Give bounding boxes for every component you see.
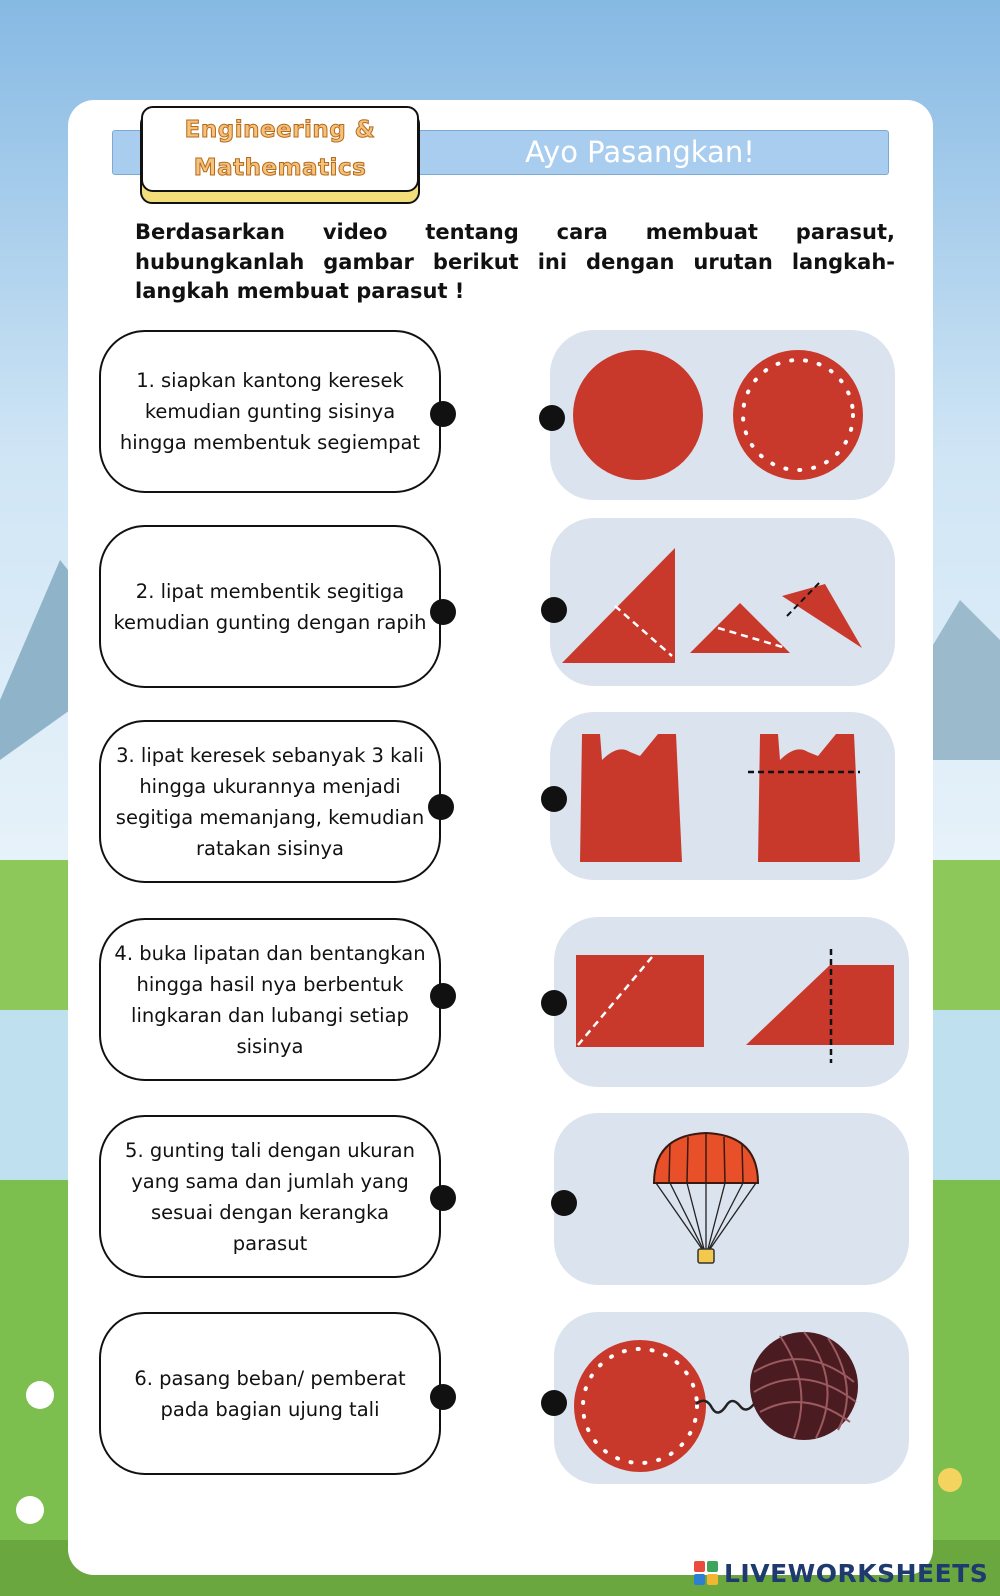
step-text-6: 6. pasang beban/ pemberat pada bagian ujung tali bbox=[134, 1366, 406, 1421]
square-fold-icon bbox=[554, 917, 909, 1087]
picture-panel-1 bbox=[550, 330, 895, 500]
step-box-2 bbox=[99, 525, 441, 688]
step-text-2: 2. lipat membentik segitiga kemudian gunting dengan rapih bbox=[113, 579, 427, 634]
step-box-6 bbox=[99, 1312, 441, 1475]
step-text-3: 3. lipat keresek sebanyak 3 kali hingga ukurannya menjadi segitiga memanjang, kemudian ratakan sisinya bbox=[115, 743, 425, 860]
liveworksheets-logo-icon bbox=[694, 1561, 718, 1585]
liveworksheets-watermark bbox=[694, 1556, 988, 1590]
picture-panel-5 bbox=[554, 1113, 909, 1285]
picture-1-connector-dot[interactable] bbox=[539, 405, 565, 431]
picture-4-connector-dot[interactable] bbox=[541, 990, 567, 1016]
step-box-5 bbox=[99, 1115, 441, 1278]
step-3-connector-dot[interactable] bbox=[428, 794, 454, 820]
step-2-connector-dot[interactable] bbox=[430, 599, 456, 625]
triangle-icon bbox=[550, 518, 895, 686]
badge-line-2: Mathematics bbox=[193, 155, 367, 181]
step-box-3 bbox=[99, 720, 441, 883]
parachute-icon bbox=[554, 1113, 909, 1285]
watermark-text: LIVEWORKSHEETS bbox=[724, 1558, 989, 1588]
step-text-5: 5. gunting tali dengan ukuran yang sama dan jumlah yang sesuai dengan kerangka parasut bbox=[125, 1138, 415, 1255]
step-1-connector-dot[interactable] bbox=[430, 401, 456, 427]
picture-panel-3 bbox=[550, 712, 895, 880]
step-6-connector-dot[interactable] bbox=[430, 1384, 456, 1410]
step-box-4 bbox=[99, 918, 441, 1081]
bag-icon bbox=[550, 712, 895, 880]
step-text-1: 1. siapkan kantong keresek kemudian gunting sisinya hingga membentuk segiempat bbox=[119, 369, 421, 454]
step-text-4: 4. buka lipatan dan bentangkan hingga hasil nya berbentuk lingkaran dan lubangi setiap sisinya bbox=[114, 941, 426, 1058]
picture-3-connector-dot[interactable] bbox=[541, 786, 567, 812]
picture-2-connector-dot[interactable] bbox=[541, 597, 567, 623]
step-5-connector-dot[interactable] bbox=[430, 1185, 456, 1211]
step-4-connector-dot[interactable] bbox=[430, 983, 456, 1009]
page-title: Ayo Pasangkan! bbox=[525, 135, 755, 169]
circle-icon bbox=[550, 330, 895, 500]
picture-6-connector-dot[interactable] bbox=[541, 1390, 567, 1416]
picture-panel-4 bbox=[554, 917, 909, 1087]
subject-badge bbox=[141, 106, 419, 192]
picture-panel-6 bbox=[554, 1312, 909, 1484]
yarn-icon bbox=[554, 1312, 909, 1484]
badge-line-1: Engineering & bbox=[184, 117, 376, 143]
instruction-text: Berdasarkan video tentang cara membuat parasut, hubungkanlah gambar berikut ini dengan urutan langkah-langkah membuat parasut ! bbox=[135, 220, 895, 303]
picture-5-connector-dot[interactable] bbox=[551, 1190, 577, 1216]
step-box-1 bbox=[99, 330, 441, 493]
picture-panel-2 bbox=[550, 518, 895, 686]
